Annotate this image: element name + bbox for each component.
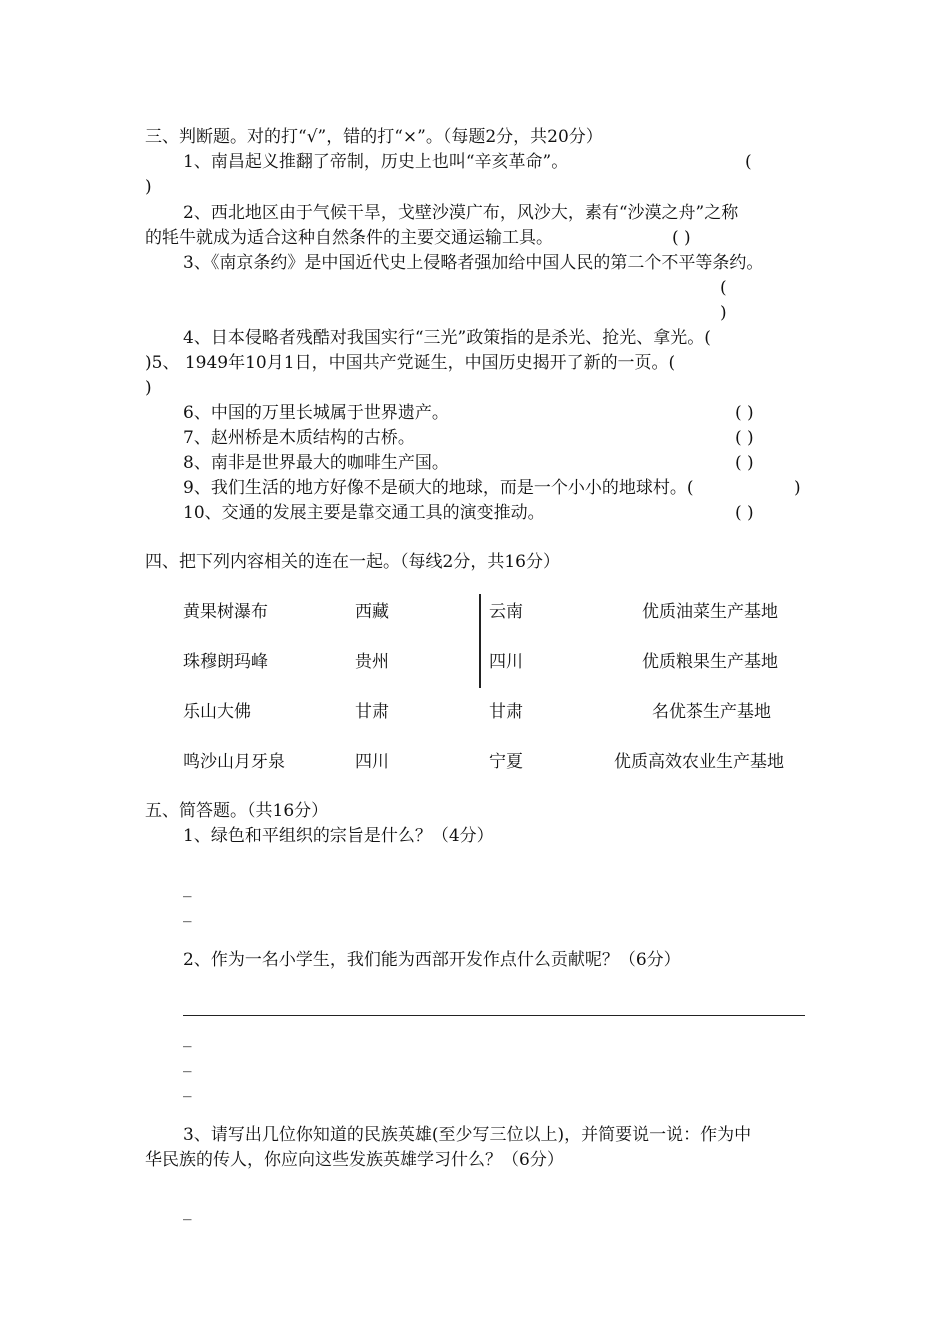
match-col4-item: 名优茶生产基地 xyxy=(652,702,771,722)
question-3: 3、《南京条约》是中国近代史上侵略者强加给中国人民的第二个不平等条约。 xyxy=(183,253,764,273)
match-col2-item: 甘肃 xyxy=(355,702,389,722)
answer-blank[interactable]: _ xyxy=(183,878,192,898)
section4-title: 四、把下列内容相关的连在一起。（每线2分，共16分） xyxy=(145,552,560,572)
short-question-2: 2、作为一名小学生，我们能为西部开发作点什么贡献呢？（6分） xyxy=(183,950,681,970)
question-2-line1: 2、西北地区由于气候干旱，戈壁沙漠广布，风沙大，素有“沙漠之舟”之称 xyxy=(183,203,739,223)
question-1: 1、南昌起义推翻了帝制，历史上也叫“辛亥革命”。 xyxy=(183,152,569,172)
answer-paren-8: ( ) xyxy=(735,453,754,473)
match-col4-item: 优质高效农业生产基地 xyxy=(614,752,784,772)
short-question-3-line1: 3、请写出几位你知道的民族英雄(至少写三位以上)，并简要说一说：作为中 xyxy=(183,1125,752,1145)
question-8: 8、南非是世界最大的咖啡生产国。 xyxy=(183,453,449,473)
answer-paren-close-3: ) xyxy=(720,303,727,323)
answer-paren-close-9: ) xyxy=(794,478,801,498)
match-col2-item: 四川 xyxy=(355,752,389,772)
answer-paren-7: ( ) xyxy=(735,428,754,448)
match-col1-item: 珠穆朗玛峰 xyxy=(183,652,268,672)
match-col4-item: 优质粮果生产基地 xyxy=(642,652,778,672)
question-7: 7、赵州桥是木质结构的古桥。 xyxy=(183,428,415,448)
question-10: 10、交通的发展主要是靠交通工具的演变推动。 xyxy=(183,503,545,523)
answer-paren-open-3: ( xyxy=(720,278,727,298)
question-4: 4、日本侵略者残酷对我国实行“三光”政策指的是杀光、抢光、拿光。( xyxy=(183,328,711,348)
match-col1-item: 乐山大佛 xyxy=(183,702,251,722)
section5-title: 五、简答题。（共16分） xyxy=(145,801,329,821)
short-question-3-line2: 华民族的传人，你应向这些发族英雄学习什么？（6分） xyxy=(145,1150,564,1170)
match-col3-item: 宁夏 xyxy=(489,752,523,772)
match-col3-item: 甘肃 xyxy=(489,702,523,722)
question-2-line2: 的牦牛就成为适合这种自然条件的主要交通运输工具。 xyxy=(145,228,553,248)
match-col4-item: 优质油菜生产基地 xyxy=(642,602,778,622)
answer-blank[interactable]: _ xyxy=(183,903,192,923)
short-question-1: 1、绿色和平组织的宗旨是什么？（4分） xyxy=(183,826,494,846)
column-divider-line xyxy=(479,594,481,688)
match-col1-item: 黄果树瀑布 xyxy=(183,602,268,622)
answer-line[interactable] xyxy=(183,1015,805,1016)
match-col1-item: 鸣沙山月牙泉 xyxy=(183,752,285,772)
answer-blank[interactable]: _ xyxy=(183,1078,192,1098)
question-6: 6、中国的万里长城属于世界遗产。 xyxy=(183,403,449,423)
answer-blank[interactable]: _ xyxy=(183,1053,192,1073)
answer-paren-open-1: ( xyxy=(745,152,752,172)
match-col3-item: 云南 xyxy=(489,602,523,622)
answer-paren-10: ( ) xyxy=(735,503,754,523)
answer-paren-6: ( ) xyxy=(735,403,754,423)
answer-paren-close-1: ) xyxy=(145,177,152,197)
answer-blank[interactable]: _ xyxy=(183,1028,192,1048)
section3-title: 三、判断题。对的打“√”，错的打“×”。（每题2分，共20分） xyxy=(145,127,603,147)
match-col3-item: 四川 xyxy=(489,652,523,672)
match-col2-item: 西藏 xyxy=(355,602,389,622)
question-5: )5、 1949年10月1日，中国共产党诞生，中国历史揭开了新的一页。( xyxy=(145,353,676,373)
answer-paren-close-5: ) xyxy=(145,378,152,398)
answer-paren-2: ( ) xyxy=(672,228,691,248)
question-9: 9、我们生活的地方好像不是硕大的地球，而是一个小小的地球村。( xyxy=(183,478,694,498)
match-col2-item: 贵州 xyxy=(355,652,389,672)
answer-blank[interactable]: _ xyxy=(183,1201,192,1221)
